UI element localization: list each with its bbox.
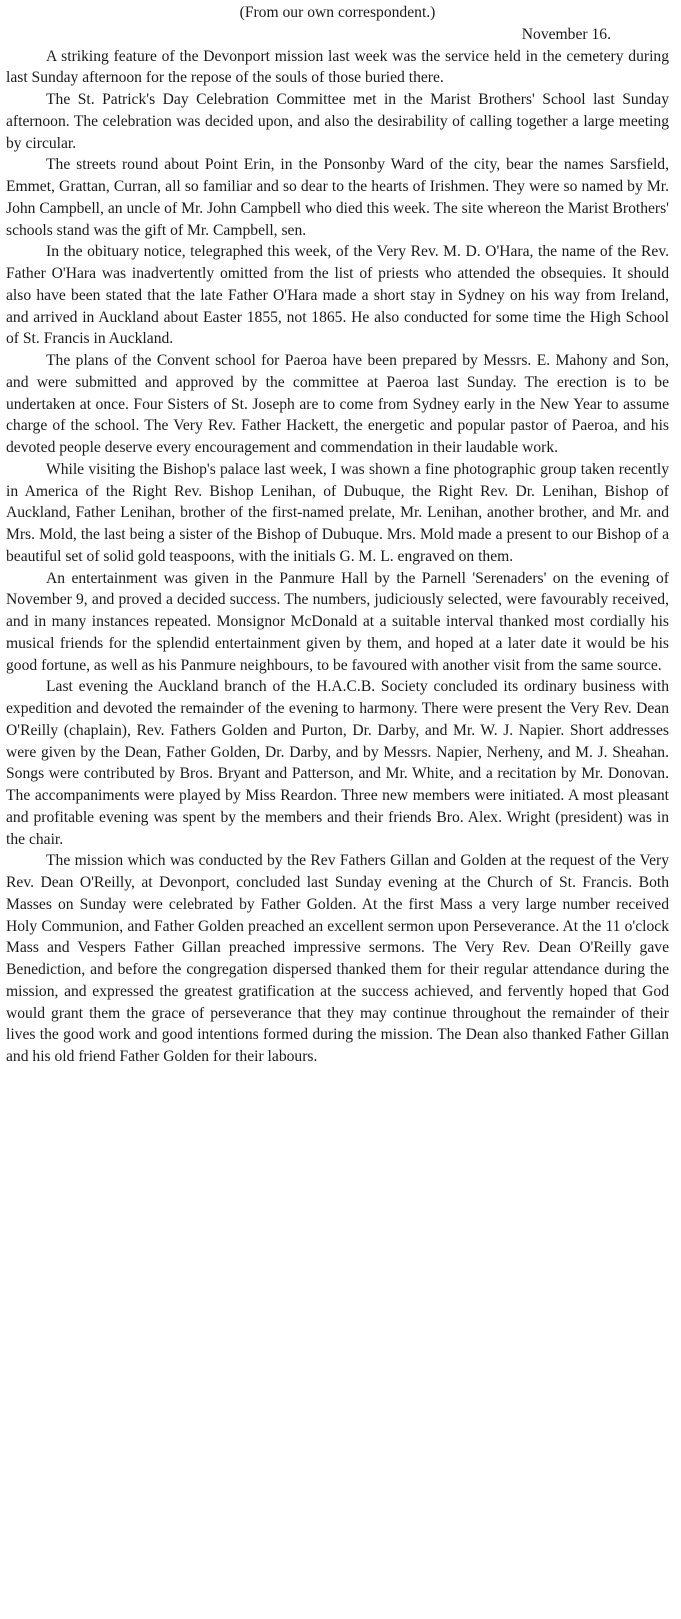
paragraph-paeroa-convent: The plans of the Convent school for Paeroa have been prepared by Messrs. E. Mahony and Son, and were submitted and approved by the committee at Paeroa last Sunday. The erection is to be undertaken at once. Four Sisters of St. Joseph are to come from Sydney early in the New Year to assume charge of the school. The Very Rev. Father Hackett, the energetic and popular pastor of Paeroa, and his devoted people deserve every encouragement and commendation in their laudable work. [6,352,669,456]
paragraph-point-erin-streets: The streets round about Point Erin, in the Ponsonby Ward of the city, bear the names Sarsfield, Emmet, Grattan, Curran, all so familiar and so dear to the hearts of Irishmen. They were so named by Mr. John Campbell, an uncle of Mr. John Campbell who died this week. The site whereon the Marist Brothers' schools stand was the gift of Mr. Campbell, sen. [6,156,669,239]
paragraph-bishop-photograph: While visiting the Bishop's palace last week, I was shown a fine photographic group taken recently in America of the Right Rev. Bishop Lenihan, of Dubuque, the Right Rev. Dr. Lenihan, Bishop of Auckland, Father Lenihan, brother of the first-named prelate, Mr. Lenihan, another brother, and Mr. and Mrs. Mold, the last being a sister of the Bishop of Dubuque. Mrs. Mold made a present to our Bishop of a beautiful set of solid gold teaspoons, with the initials G. M. L. engraved on them. [6,460,669,565]
paragraph-devonport-cemetery: A striking feature of the Devonport mission last week was the service held in the cemetery during last Sunday afternoon for the repose of the souls of those buried there. [6,47,669,87]
paragraph-hacb-society: Last evening the Auckland branch of the H.A.C.B. Society concluded its ordinary business with expedition and devoted the remainder of the evening to harmony. There were present the Very Rev. Dean O'Reilly (chaplain), Rev. Fathers Golden and Purton, Dr. Darby, and Mr. W. J. Napier. Short addresses were given by the Dean, Father Golden, Dr. Darby, and by Messrs. Napier, Nerheny, and M. J. Sheahan. Songs were contributed by Bros. Bryant and Patterson, and Mr. White, and a recitation by Mr. Donovan. The accompaniments were played by Miss Reardon. Three new members were initiated. A most pleasant and profitable evening was spent by the members and their friends Bro. Alex. Wright (president) was in the chair. [6,678,669,848]
paragraph-devonport-mission: The mission which was conducted by the Rev Fathers Gillan and Golden at the request of the Very Rev. Dean O'Reilly, at Devonport, concluded last Sunday evening at the Church of St. Francis. Both Masses on Sunday were celebrated by Father Golden. At the first Mass a very large number received Holy Communion, and Father Golden preached an excellent sermon upon Perseverance. At the 11 o'clock Mass and Vespers Father Gillan preached impressive sermons. The Very Rev. Dean O'Reilly gave Benediction, and before the congregation dispersed thanked them for their regular attendance during the mission, and expressed the greatest gratification at the success achieved, and fervently hoped that God would grant them the grace of perseverance that they may continue throughout the remainder of their lives the good work and good intentions formed during the mission. The Dean also thanked Father Gillan and his old friend Father Golden for their labours. [6,852,669,1065]
dateline: (From our own correspondent.) [239,4,436,21]
paragraph-obituary-correction: In the obituary notice, telegraphed this week, of the Very Rev. M. D. O'Hara, the name of the Rev. Father O'Hara was inadvertently omitted from the list of priests who attended the obsequies. It should also have been stated that the late Father O'Hara made a short stay in Sydney on his way from Ireland, and arrived in Auckland about Easter 1855, not 1865. He also conducted for some time the High School of St. Francis in Auckland. [6,243,669,348]
paragraph-st-patricks-committee: The St. Patrick's Day Celebration Committee met in the Marist Brothers' School last Sunday afternoon. The celebration was decided upon, and also the desirability of calling together a large meeting by circular. [6,91,669,152]
paragraph-panmure-entertainment: An entertainment was given in the Panmure Hall by the Parnell 'Serenaders' on the evening of November 9, and proved a decided success. The numbers, judiciously selected, were favourably received, and in many instances repeated. Monsignor McDonald at a suitable interval thanked most cordially his musical friends for the splendid entertainment given by them, and hoped at a later date it would be his good fortune, as well as his Panmure neighbours, to be favoured with another visit from the same source. [6,569,669,674]
article-date: November 16. [521,25,611,43]
